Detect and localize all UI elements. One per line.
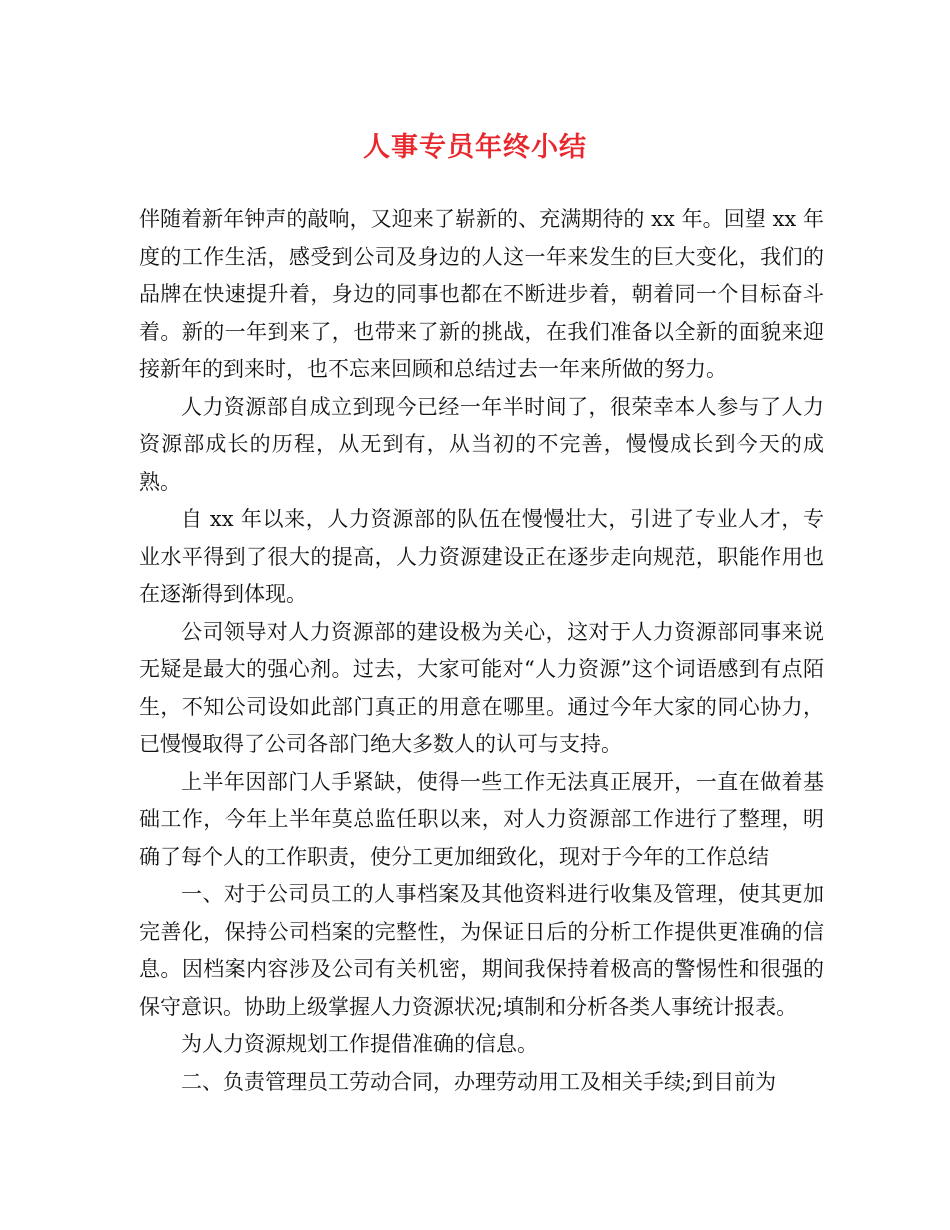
paragraph-planning-info: 为人力资源规划工作提借准确的信息。 bbox=[181, 1032, 538, 1056]
document-body bbox=[139, 201, 824, 1101]
paragraph-item-one: 一、对于公司员工的人事档案及其他资料进行收集及管理，使其更加完善化，保持公司档案的完整性，为保证日后的分析工作提供更准确的信息。因档案内容涉及公司有关机密，期间我保持着极高的警惕性和很强的保守意识。协助上级掌握人力资源状况;填制和分析各类人事统计报表。 bbox=[139, 882, 824, 1019]
document-title: 人事专员年终小结 bbox=[363, 132, 587, 163]
paragraph-first-half: 上半年因部门人手紧缺，使得一些工作无法真正展开，一直在做着基础工作，今年上半年莫总监任职以来，对人力资源部工作进行了整理，明确了每个人的工作职责，使分工更加细致化，现对于今年的工作总结 bbox=[139, 769, 824, 869]
paragraph-intro: 伴随着新年钟声的敲响，又迎来了崭新的、充满期待的 xx 年。回望 xx 年度的工作生活，感受到公司及身边的人这一年来发生的巨大变化，我们的品牌在快速提升着，身边的同事也都在不断进步着，朝着同一个目标奋斗着。新的一年到来了，也带来了新的挑战，在我们准备以全新的面貌来迎接新年的到来时，也不忘来回顾和总结过去一年来所做的努力。 bbox=[139, 207, 824, 381]
paragraph-item-two: 二、负责管理员工劳动合同，办理劳动用工及相关手续;到目前为 bbox=[181, 1069, 777, 1094]
paragraph-leadership-support: 公司领导对人力资源部的建设极为关心，这对于人力资源部同事来说无疑是最大的强心剂。过去，大家可能对“人力资源”这个词语感到有点陌生，不知公司设如此部门真正的用意在哪里。通过今年大家的同心协力，已慢慢取得了公司各部门绝大多数人的认可与支持。 bbox=[139, 619, 824, 756]
paragraph-hr-history: 人力资源部自成立到现今已经一年半时间了，很荣幸本人参与了人力资源部成长的历程，从无到有，从当初的不完善，慢慢成长到今天的成熟。 bbox=[139, 394, 824, 494]
paragraph-team-growth: 自 xx 年以来，人力资源部的队伍在慢慢壮大，引进了专业人才，专业水平得到了很大的提高，人力资源建设正在逐步走向规范，职能作用也在逐渐得到体现。 bbox=[139, 507, 824, 606]
